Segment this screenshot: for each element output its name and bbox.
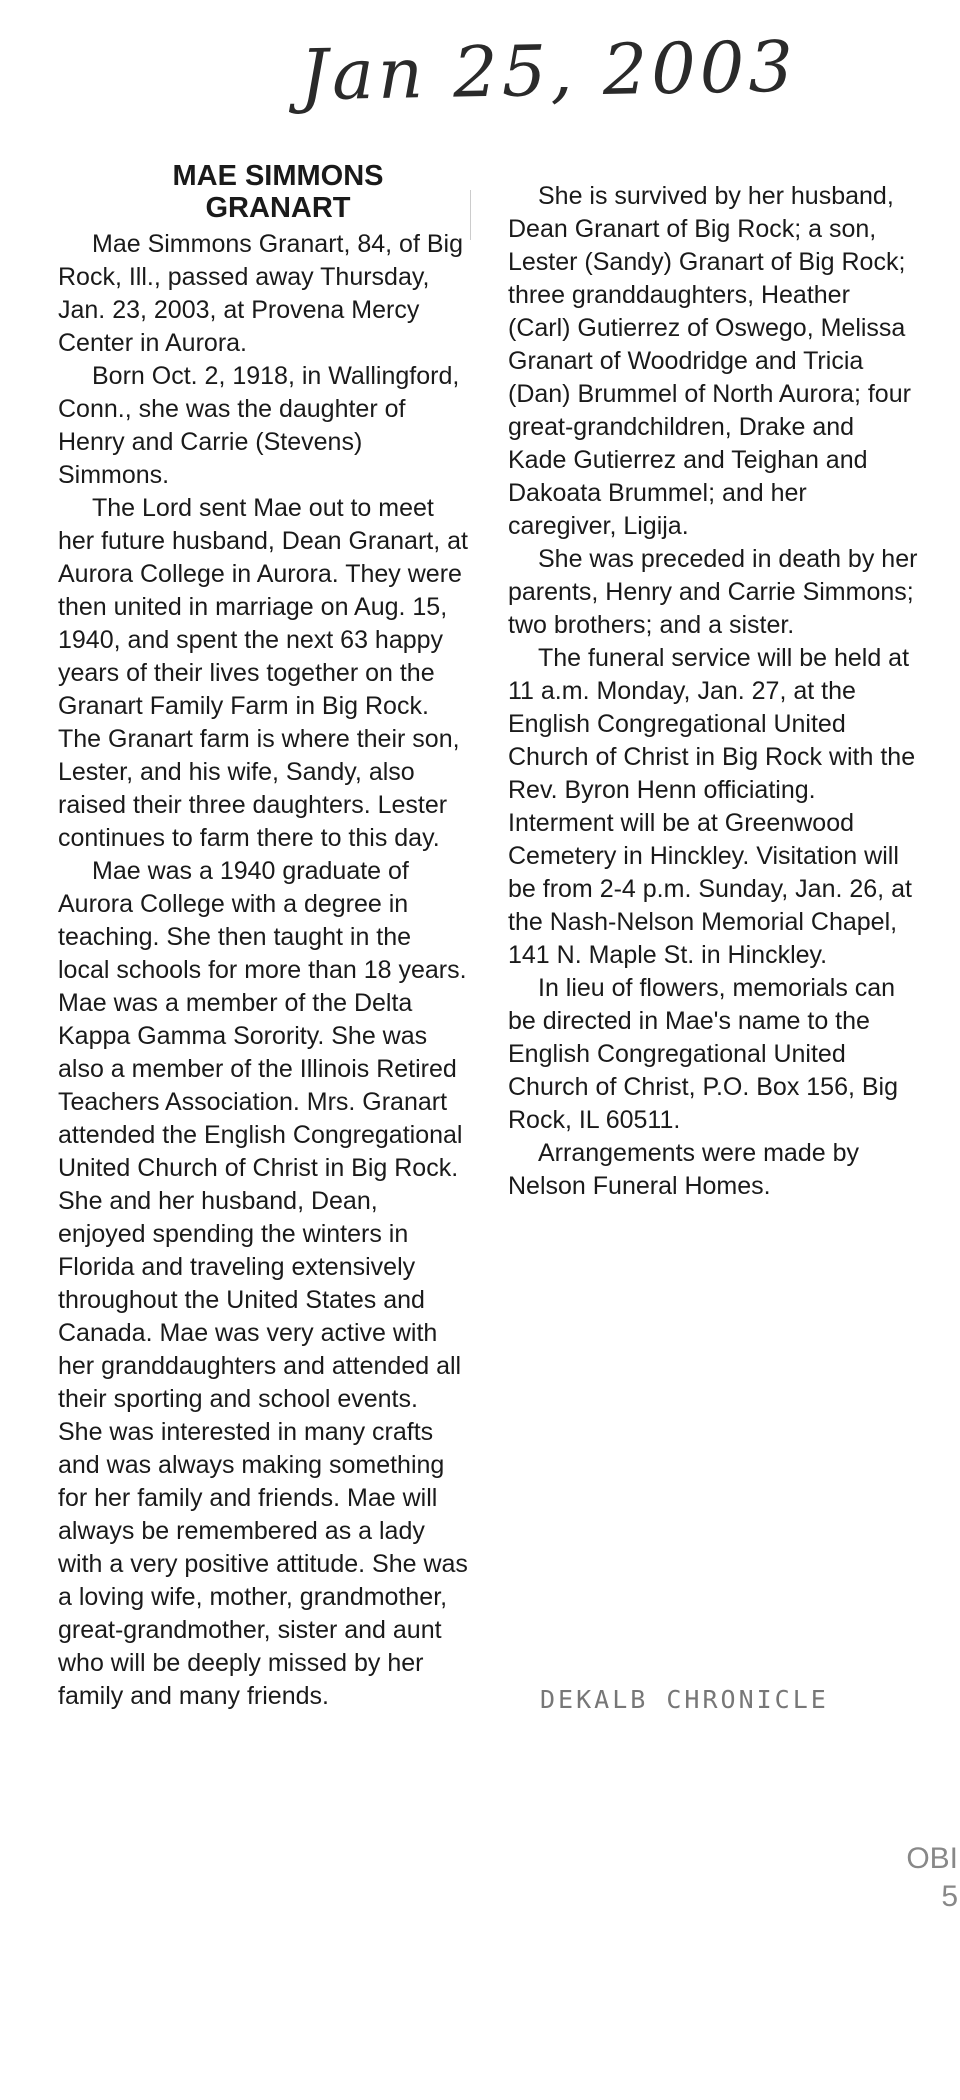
paragraph-marriage: The Lord sent Mae out to meet her future husband, Dean Granart, at Aurora College in Aurora. They were then united in marriage on Aug. 15, 1940, and spent the next 63 happy years of their lives together on the Granart Family Farm in Big Rock. The Granart farm is where their son, Lester, and his wife, Sandy, also raised their three daughters. Lester continues to farm there to this day. xyxy=(58,494,468,852)
paragraph-preceded: She was preceded in death by her parents, Henry and Carrie Simmons; two brothers; and a sister. xyxy=(508,545,918,639)
margin-mark-bottom: 5 xyxy=(941,1880,958,1913)
paragraph-life: Mae was a 1940 graduate of Aurora College with a degree in teaching. She then taught in the local schools for more than 18 years. Mae was a member of the Delta Kappa Gamma Sorority. She was also a member of the Illinois Retired Teachers Association. Mrs. Granart attended the English Congregational United Church of Christ in Big Rock. She and her husband, Dean, enjoyed spending the winters in Florida and traveling extensively throughout the United States and Canada. Mae was very active with her granddaughters and attended all their sporting and school events. She was interested in many crafts and was always making something for her family and friends. Mae will always be remembered as a lady with a very positive attitude. She was a loving wife, mother, grandmother, great-grandmother, sister and aunt who will be deeply missed by her family and many friends. xyxy=(58,857,468,1710)
paragraph-death-notice: Mae Simmons Granart, 84, of Big Rock, Ill., passed away Thursday, Jan. 23, 2003, at Provena Mercy Center in Aurora. xyxy=(58,230,463,357)
margin-mark-top: OBI xyxy=(906,1842,958,1875)
paragraph-arrangements: Arrangements were made by Nelson Funeral Homes. xyxy=(508,1139,859,1200)
column-divider xyxy=(470,190,471,240)
obituary-right-column xyxy=(508,180,918,1203)
headline-line-1: MAE SIMMONS xyxy=(172,160,384,192)
obituary-headline xyxy=(58,160,468,224)
obituary-left-column xyxy=(58,160,468,1713)
paragraph-memorials: In lieu of flowers, memorials can be directed in Mae's name to the English Congregational United Church of Christ, P.O. Box 156, Big Rock, IL 60511. xyxy=(508,974,899,1134)
paragraph-funeral: The funeral service will be held at 11 a.m. Monday, Jan. 27, at the English Congregational United Church of Christ in Big Rock with the Rev. Byron Henn officiating. Interment will be at Greenwood Cemetery in Hinckley. Visitation will be from 2-4 p.m. Sunday, Jan. 26, at the Nash-Nelson Memorial Chapel, 141 N. Maple St. in Hinckley. xyxy=(508,644,916,969)
handwritten-date: Jan 25, 2003 xyxy=(299,25,798,117)
paragraph-survivors: She is survived by her husband, Dean Granart of Big Rock; a son, Lester (Sandy) Granart of Big Rock; three granddaughters, Heather (Carl) Gutierrez of Oswego, Melissa Granart of Woodridge and Tricia (Dan) Brummel of North Aurora; four great-grandchildren, Drake and Kade Gutierrez and Teighan and Dakoata Brummel; and her caregiver, Ligija. xyxy=(508,182,911,540)
headline-line-2: GRANART xyxy=(205,192,351,224)
source-stamp: DEKALB CHRONICLE xyxy=(540,1685,829,1714)
paragraph-birth: Born Oct. 2, 1918, in Wallingford, Conn., she was the daughter of Henry and Carrie (Stevens) Simmons. xyxy=(58,362,460,489)
margin-mark xyxy=(906,1840,958,1916)
